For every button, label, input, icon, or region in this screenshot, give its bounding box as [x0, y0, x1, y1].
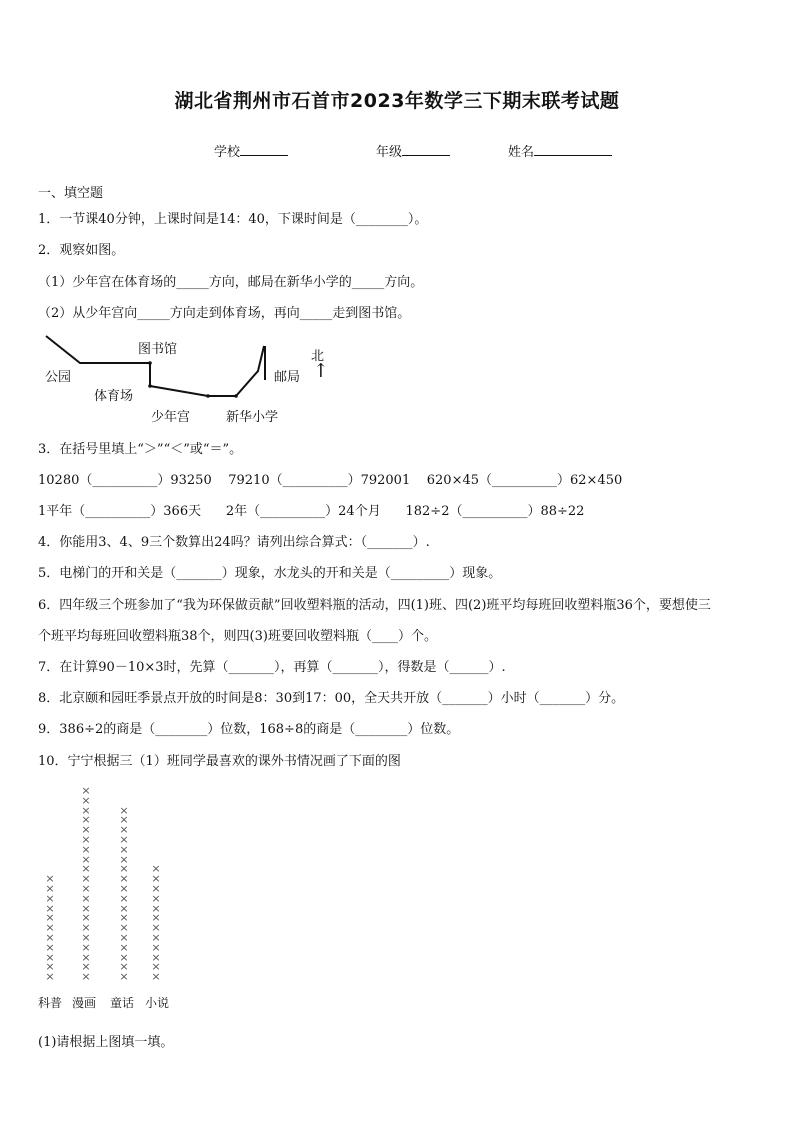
name-label: 姓名 [508, 145, 535, 160]
map-label-north: 北 [311, 349, 325, 364]
school-blank[interactable] [240, 143, 288, 156]
grade-field [376, 141, 450, 160]
chart-marker: × [81, 872, 91, 886]
chart-marker: × [151, 911, 161, 925]
map-label-youth-palace: 少年宫 [151, 410, 191, 425]
chart-marker: × [81, 842, 91, 856]
map-label-park: 公园 [45, 370, 72, 385]
question-2: 2．观察如图。 [38, 243, 125, 258]
chart-column-2 [78, 786, 94, 982]
question-9: 9．386÷2的商是（________）位数，168÷8的商是（________）位数。 [38, 722, 460, 737]
name-field [508, 141, 612, 160]
chart-marker: × [119, 881, 129, 895]
chart-marker: × [81, 960, 91, 974]
chart-category-label: 漫画 [72, 996, 97, 1010]
chart-marker: × [119, 921, 129, 935]
chart-marker: × [119, 950, 129, 964]
chart-marker: × [119, 862, 129, 876]
question-7: 7．在计算90－10×3时，先算（_______），再算（_______），得数是（______）. [38, 660, 506, 675]
chart-marker: × [45, 940, 55, 954]
question-1: 1．一节课40分钟，上课时间是14：40，下课时间是（________）。 [38, 212, 428, 227]
direction-map [38, 334, 338, 430]
grade-blank[interactable] [402, 143, 450, 156]
chart-marker: × [119, 813, 129, 827]
chart-marker: × [119, 803, 129, 817]
chart-marker: × [119, 832, 129, 846]
chart-marker: × [151, 921, 161, 935]
chart-marker: × [119, 823, 129, 837]
chart-marker: × [151, 872, 161, 886]
question-5: 5．电梯门的开和关是（_______）现象，水龙头的开和关是（_________）现象。 [38, 566, 502, 581]
question-2-part-2: （2）从少年宫向_____方向走到体育场，再向_____走到图书馆。 [38, 306, 411, 321]
page-title: 湖北省荆州市石首市2023年数学三下期末联考试题 [174, 90, 620, 112]
chart-marker: × [151, 950, 161, 964]
chart-marker: × [151, 960, 161, 974]
chart-marker: × [119, 842, 129, 856]
chart-marker: × [119, 891, 129, 905]
chart-marker: × [81, 891, 91, 905]
chart-marker: × [81, 950, 91, 964]
chart-marker: × [81, 911, 91, 925]
chart-marker: × [81, 832, 91, 846]
question-3-row-1: 10280（__________）93250 79210（__________）792001 620×45（__________）62×450 [38, 473, 623, 488]
chart-marker: × [45, 950, 55, 964]
chart-marker: × [151, 862, 161, 876]
school-field [214, 141, 288, 160]
chart-marker: × [81, 881, 91, 895]
chart-marker: × [45, 930, 55, 944]
chart-marker: × [81, 862, 91, 876]
chart-marker: × [81, 823, 91, 837]
chart-marker: × [45, 891, 55, 905]
question-2-part-1: （1）少年宫在体育场的_____方向，邮局在新华小学的_____方向。 [38, 275, 424, 290]
chart-marker: × [81, 930, 91, 944]
chart-marker: × [119, 970, 129, 984]
chart-category-label: 小说 [145, 996, 170, 1010]
map-label-stadium: 体育场 [94, 389, 134, 404]
map-label-school: 新华小学 [226, 410, 279, 425]
map-label-post-office: 邮局 [274, 370, 301, 385]
chart-marker: × [151, 930, 161, 944]
chart-marker: × [151, 940, 161, 954]
question-10-part-1: (1)请根据上图填一填。 [38, 1035, 174, 1050]
chart-column-3 [116, 803, 132, 984]
chart-marker: × [119, 940, 129, 954]
north-arrow-icon: ↑ [313, 360, 329, 382]
chart-marker: × [81, 940, 91, 954]
chart-marker: × [81, 970, 91, 984]
chart-marker: × [45, 960, 55, 974]
chart-marker: × [119, 911, 129, 925]
pictograph-chart [38, 784, 198, 1024]
chart-marker: × [81, 901, 91, 915]
school-label: 学校 [214, 145, 241, 160]
chart-marker: × [81, 793, 91, 807]
question-10: 10．宁宁根据三（1）班同学最喜欢的课外书情况画了下面的图 [38, 754, 401, 769]
chart-marker: × [119, 872, 129, 886]
chart-column-4 [148, 864, 164, 982]
grade-label: 年级 [376, 145, 403, 160]
question-4: 4．你能用3、4、9三个数算出24吗？请列出综合算式：（_______）. [38, 535, 430, 550]
question-8: 8．北京颐和园旺季景点开放的时间是8：30到17：00，全天共开放（_______）小时（_______）分。 [38, 691, 625, 706]
chart-marker: × [45, 911, 55, 925]
chart-marker: × [119, 901, 129, 915]
chart-marker: × [81, 784, 91, 797]
question-3-row-2: 1平年（__________）366天 2年（__________）24个月 182÷2（__________）88÷22 [38, 504, 585, 519]
chart-marker: × [45, 970, 55, 984]
chart-marker: × [119, 960, 129, 974]
chart-marker: × [45, 901, 55, 915]
chart-marker: × [151, 881, 161, 895]
section-heading: 一、填空题 [38, 186, 104, 201]
chart-marker: × [81, 803, 91, 817]
question-6-line-1: 6．四年级三个班参加了“我为环保做贡献”回收塑料瓶的活动，四(1)班、四(2)班平均每班回收塑料瓶36个，要想使三 [38, 598, 711, 613]
chart-marker: × [119, 852, 129, 866]
chart-category-label: 科普 [38, 996, 63, 1010]
chart-marker: × [151, 901, 161, 915]
chart-marker: × [81, 921, 91, 935]
question-3: 3．在括号里填上“＞”“＜”或“＝”。 [38, 442, 243, 457]
chart-marker: × [119, 930, 129, 944]
chart-column-1 [42, 874, 58, 982]
chart-category-label: 童话 [110, 996, 135, 1010]
chart-marker: × [151, 970, 161, 984]
question-6-line-2: 个班平均每班回收塑料瓶38个，则四(3)班要回收塑料瓶（____）个。 [38, 629, 437, 644]
chart-marker: × [81, 852, 91, 866]
chart-marker: × [45, 881, 55, 895]
map-label-library: 图书馆 [138, 342, 178, 357]
chart-marker: × [151, 891, 161, 905]
chart-marker: × [81, 813, 91, 827]
chart-marker: × [45, 921, 55, 935]
chart-marker: × [45, 872, 55, 886]
name-blank[interactable] [534, 143, 612, 156]
